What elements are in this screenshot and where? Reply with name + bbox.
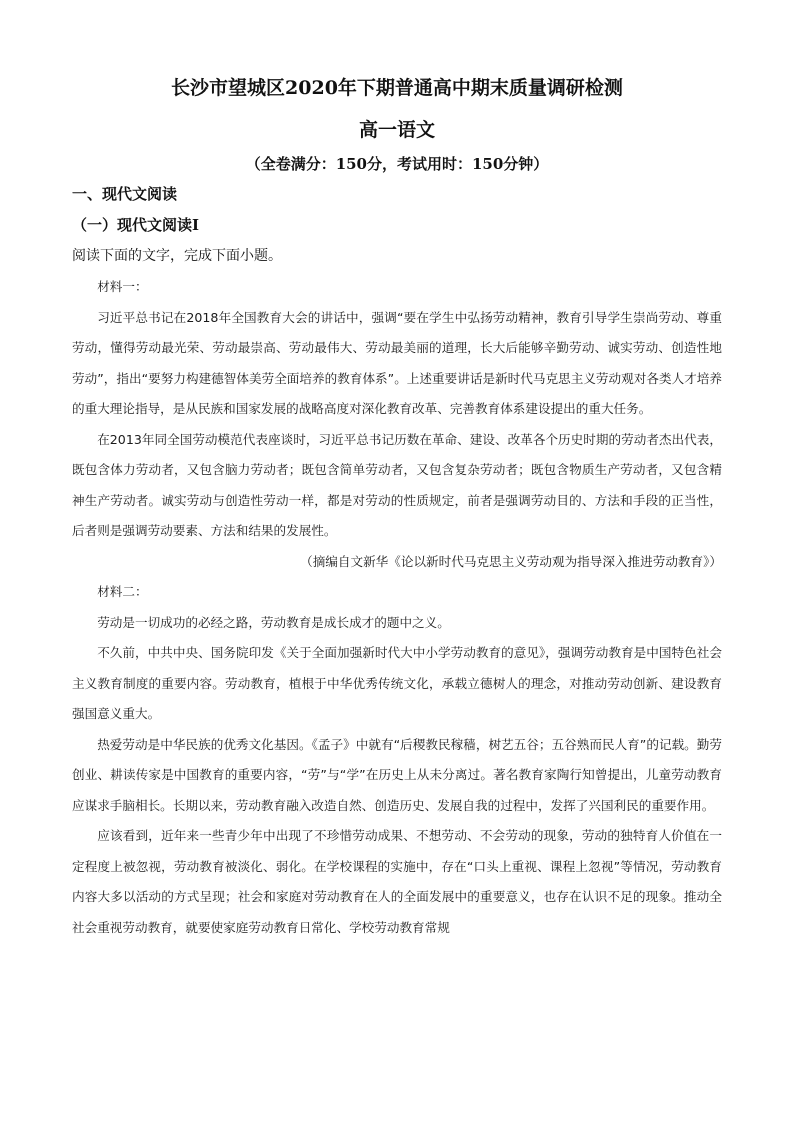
exam-title: 长沙市望城区2020年下期普通高中期末质量调研检测: [171, 77, 623, 99]
section-heading: 一、现代文阅读: [72, 185, 178, 203]
material-label: 材料一：: [97, 279, 148, 294]
paragraph: 在2013年同全国劳动模范代表座谈时，习近平总书记历数在革命、建设、改革各个历史时期的劳动者杰出代表，既包含体力劳动者，又包含脑力劳动者；既包含简单劳动者，又包含复杂劳动者；既包含物质生产劳动者，又包含精神生产劳动者。诚实劳动与创造性劳动一样，都是对劳动的性质规定，前者是强调劳动目的、方法和手段的正当性，后者则是强调劳动要素、方法和结果的发展性。: [72, 431, 722, 538]
exam-note: （全卷满分：150分，考试用时：150分钟）: [245, 155, 549, 173]
instruction-text: 阅读下面的文字，完成下面小题。: [72, 248, 282, 264]
material-label: 材料二：: [97, 584, 148, 599]
paragraph: 习近平总书记在2018年全国教育大会的讲话中，强调“要在学生中弘扬劳动精神，教育引导学生崇尚劳动、尊重劳动，懂得劳动最光荣、劳动最崇高、劳动最伟大、劳动最美丽的道理，长大后能够辛勤劳动、诚实劳动、创造性地劳动”，指出“要努力构建德智体美劳全面培养的教育体系”。上述重要讲话是新时代马克思主义劳动观对各类人才培养的重大理论指导，是从民族和国家发展的战略高度对深化教育改革、完善教育体系建设提出的重大任务。: [72, 309, 722, 416]
paragraph: 不久前，中共中央、国务院印发《关于全面加强新时代大中小学劳动教育的意见》，强调劳动教育是中国特色社会主义教育制度的重要内容。劳动教育，植根于中华优秀传统文化，承载立德树人的理念，对推动劳动创新、建设教育强国意义重大。: [72, 645, 722, 721]
subsection-heading: （一）现代文阅读Ⅰ: [72, 216, 200, 234]
reading-passage: [72, 272, 722, 943]
paragraph: 劳动是一切成功的必经之路，劳动教育是成长成才的题中之义。: [97, 614, 450, 630]
source-citation: （摘编自文新华《论以新时代马克思主义劳动观为指导深入推进劳动教育》）: [300, 553, 722, 569]
paragraph: 热爱劳动是中华民族的优秀文化基因。《孟子》中就有“后稷教民稼穑，树艺五谷；五谷熟而民人育”的记载。勤劳创业、耕读传家是中国教育的重要内容，“劳”与“学”在历史上从未分离过。著名教育家陶行知曾提出，儿童劳动教育应谋求手脑相长。长期以来，劳动教育融入改造自然、创造历史、发展自我的过程中，发挥了兴国利民的重要作用。: [72, 736, 722, 813]
paragraph: 应该看到，近年来一些青少年中出现了不珍惜劳动成果、不想劳动、不会劳动的现象，劳动的独特育人价值在一定程度上被忽视，劳动教育被淡化、弱化。在学校课程的实施中，存在“口头上重视、课程上忽视”等情况，劳动教育内容大多以活动的方式呈现；社会和家庭对劳动教育在人的全面发展中的重要意义，也存在认识不足的现象。推动全社会重视劳动教育，就要使家庭劳动教育日常化、学校劳动教育常规: [72, 828, 722, 935]
subject-title: 高一语文: [358, 119, 435, 141]
